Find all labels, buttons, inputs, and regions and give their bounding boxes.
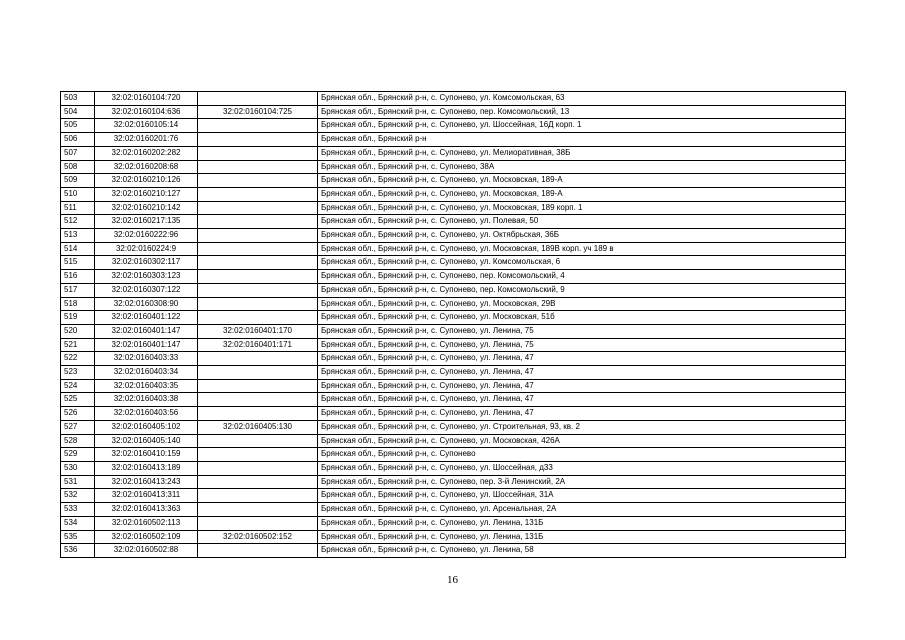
linked-cadastral-number-cell bbox=[198, 366, 318, 380]
address-cell: Брянская обл., Брянский р-н, с. Супонево, 38А bbox=[318, 160, 846, 174]
row-number-cell: 536 bbox=[61, 544, 95, 558]
row-number-cell: 523 bbox=[61, 366, 95, 380]
row-number-cell: 534 bbox=[61, 516, 95, 530]
cadastral-number-cell: 32:02:0160403:56 bbox=[95, 407, 198, 421]
row-number-cell: 504 bbox=[61, 105, 95, 119]
address-cell: Брянская обл., Брянский р-н bbox=[318, 133, 846, 147]
cadastral-number-cell: 32:02:0160403:34 bbox=[95, 366, 198, 380]
address-cell: Брянская обл., Брянский р-н, с. Супонево, ул. Строительная, 93, кв. 2 bbox=[318, 420, 846, 434]
address-cell: Брянская обл., Брянский р-н, с. Супонево, ул. Московская, 29В bbox=[318, 297, 846, 311]
table-row bbox=[61, 489, 846, 503]
cadastral-number-cell: 32:02:0160401:147 bbox=[95, 338, 198, 352]
row-number-cell: 513 bbox=[61, 229, 95, 243]
table-row bbox=[61, 311, 846, 325]
linked-cadastral-number-cell bbox=[198, 174, 318, 188]
cadastral-number-cell: 32:02:0160308:90 bbox=[95, 297, 198, 311]
linked-cadastral-number-cell bbox=[198, 92, 318, 106]
table-row bbox=[61, 133, 846, 147]
cadastral-number-cell: 32:02:0160401:147 bbox=[95, 324, 198, 338]
row-number-cell: 519 bbox=[61, 311, 95, 325]
table-row bbox=[61, 366, 846, 380]
address-cell: Брянская обл., Брянский р-н, с. Супонево, ул. Ленина, 58 bbox=[318, 544, 846, 558]
table-row bbox=[61, 242, 846, 256]
table-row bbox=[61, 530, 846, 544]
address-cell: Брянская обл., Брянский р-н, с. Супонево bbox=[318, 448, 846, 462]
address-cell: Брянская обл., Брянский р-н, с. Супонево, пер. Комсомольский, 9 bbox=[318, 283, 846, 297]
cadastral-number-cell: 32:02:0160224:9 bbox=[95, 242, 198, 256]
cadastral-number-cell: 32:02:0160405:102 bbox=[95, 420, 198, 434]
linked-cadastral-number-cell: 32:02:0160104:725 bbox=[198, 105, 318, 119]
linked-cadastral-number-cell bbox=[198, 297, 318, 311]
cadastral-number-cell: 32:02:0160201:76 bbox=[95, 133, 198, 147]
row-number-cell: 509 bbox=[61, 174, 95, 188]
address-cell: Брянская обл., Брянский р-н, с. Супонево, ул. Ленина, 131Б bbox=[318, 530, 846, 544]
row-number-cell: 535 bbox=[61, 530, 95, 544]
row-number-cell: 518 bbox=[61, 297, 95, 311]
row-number-cell: 506 bbox=[61, 133, 95, 147]
address-cell: Брянская обл., Брянский р-н, с. Супонево, ул. Октябрьская, 36Б bbox=[318, 229, 846, 243]
table-row bbox=[61, 475, 846, 489]
table-row bbox=[61, 379, 846, 393]
address-cell: Брянская обл., Брянский р-н, с. Супонево, ул. Московская, 189 корп. 1 bbox=[318, 201, 846, 215]
table-row bbox=[61, 516, 846, 530]
row-number-cell: 507 bbox=[61, 146, 95, 160]
linked-cadastral-number-cell bbox=[198, 544, 318, 558]
table-row bbox=[61, 324, 846, 338]
cadastral-number-cell: 32:02:0160502:88 bbox=[95, 544, 198, 558]
table-row bbox=[61, 160, 846, 174]
cadastral-number-cell: 32:02:0160410:159 bbox=[95, 448, 198, 462]
cadastral-number-cell: 32:02:0160403:35 bbox=[95, 379, 198, 393]
cadastral-number-cell: 32:02:0160405:140 bbox=[95, 434, 198, 448]
address-cell: Брянская обл., Брянский р-н, с. Супонево, ул. Комсомольская, 6 bbox=[318, 256, 846, 270]
page-number: 16 bbox=[447, 574, 458, 586]
table-row bbox=[61, 146, 846, 160]
address-cell: Брянская обл., Брянский р-н, с. Супонево, ул. Московская, 51б bbox=[318, 311, 846, 325]
linked-cadastral-number-cell bbox=[198, 215, 318, 229]
row-number-cell: 525 bbox=[61, 393, 95, 407]
row-number-cell: 529 bbox=[61, 448, 95, 462]
table-row bbox=[61, 283, 846, 297]
cadastral-number-cell: 32:02:0160210:126 bbox=[95, 174, 198, 188]
table-row bbox=[61, 215, 846, 229]
cadastral-number-cell: 32:02:0160403:38 bbox=[95, 393, 198, 407]
row-number-cell: 522 bbox=[61, 352, 95, 366]
address-cell: Брянская обл., Брянский р-н, с. Супонево, ул. Полевая, 50 bbox=[318, 215, 846, 229]
cadastral-number-cell: 32:02:0160413:189 bbox=[95, 461, 198, 475]
row-number-cell: 512 bbox=[61, 215, 95, 229]
cadastral-number-cell: 32:02:0160222:96 bbox=[95, 229, 198, 243]
linked-cadastral-number-cell: 32:02:0160405:130 bbox=[198, 420, 318, 434]
linked-cadastral-number-cell bbox=[198, 461, 318, 475]
address-cell: Брянская обл., Брянский р-н, с. Супонево, ул. Ленина, 47 bbox=[318, 352, 846, 366]
cadastral-table bbox=[60, 91, 846, 558]
address-cell: Брянская обл., Брянский р-н, с. Супонево, пер. 3-й Ленинский, 2А bbox=[318, 475, 846, 489]
cadastral-number-cell: 32:02:0160502:113 bbox=[95, 516, 198, 530]
row-number-cell: 510 bbox=[61, 187, 95, 201]
linked-cadastral-number-cell bbox=[198, 379, 318, 393]
cadastral-number-cell: 32:02:0160502:109 bbox=[95, 530, 198, 544]
table-row bbox=[61, 256, 846, 270]
linked-cadastral-number-cell bbox=[198, 516, 318, 530]
row-number-cell: 531 bbox=[61, 475, 95, 489]
linked-cadastral-number-cell bbox=[198, 434, 318, 448]
row-number-cell: 514 bbox=[61, 242, 95, 256]
row-number-cell: 533 bbox=[61, 503, 95, 517]
linked-cadastral-number-cell: 32:02:0160502:152 bbox=[198, 530, 318, 544]
linked-cadastral-number-cell bbox=[198, 229, 318, 243]
linked-cadastral-number-cell bbox=[198, 256, 318, 270]
table-row bbox=[61, 544, 846, 558]
linked-cadastral-number-cell bbox=[198, 270, 318, 284]
table-row bbox=[61, 119, 846, 133]
address-cell: Брянская обл., Брянский р-н, с. Супонево, ул. Ленина, 47 bbox=[318, 393, 846, 407]
row-number-cell: 530 bbox=[61, 461, 95, 475]
address-cell: Брянская обл., Брянский р-н, с. Супонево, ул. Мелиоративная, 38Б bbox=[318, 146, 846, 160]
linked-cadastral-number-cell bbox=[198, 503, 318, 517]
address-cell: Брянская обл., Брянский р-н, с. Супонево, ул. Шоссейная, 16Д корп. 1 bbox=[318, 119, 846, 133]
row-number-cell: 520 bbox=[61, 324, 95, 338]
address-cell: Брянская обл., Брянский р-н, с. Супонево, пер. Комсомольский, 4 bbox=[318, 270, 846, 284]
table-row bbox=[61, 393, 846, 407]
linked-cadastral-number-cell bbox=[198, 133, 318, 147]
row-number-cell: 526 bbox=[61, 407, 95, 421]
cadastral-number-cell: 32:02:0160413:311 bbox=[95, 489, 198, 503]
address-cell: Брянская обл., Брянский р-н, с. Супонево, пер. Комсомольский, 13 bbox=[318, 105, 846, 119]
linked-cadastral-number-cell bbox=[198, 448, 318, 462]
linked-cadastral-number-cell bbox=[198, 283, 318, 297]
row-number-cell: 527 bbox=[61, 420, 95, 434]
table-row bbox=[61, 420, 846, 434]
linked-cadastral-number-cell bbox=[198, 201, 318, 215]
linked-cadastral-number-cell bbox=[198, 311, 318, 325]
table-row bbox=[61, 201, 846, 215]
linked-cadastral-number-cell bbox=[198, 242, 318, 256]
address-cell: Брянская обл., Брянский р-н, с. Супонево, ул. Ленина, 47 bbox=[318, 407, 846, 421]
address-cell: Брянская обл., Брянский р-н, с. Супонево, ул. Комсомольская, 63 bbox=[318, 92, 846, 106]
linked-cadastral-number-cell: 32:02:0160401:171 bbox=[198, 338, 318, 352]
address-cell: Брянская обл., Брянский р-н, с. Супонево, ул. Ленина, 131Б bbox=[318, 516, 846, 530]
table-row bbox=[61, 352, 846, 366]
linked-cadastral-number-cell bbox=[198, 146, 318, 160]
address-cell: Брянская обл., Брянский р-н, с. Супонево, ул. Ленина, 75 bbox=[318, 338, 846, 352]
linked-cadastral-number-cell bbox=[198, 187, 318, 201]
address-cell: Брянская обл., Брянский р-н, с. Супонево, ул. Шоссейная, 31А bbox=[318, 489, 846, 503]
cadastral-number-cell: 32:02:0160104:636 bbox=[95, 105, 198, 119]
table-row bbox=[61, 503, 846, 517]
linked-cadastral-number-cell bbox=[198, 489, 318, 503]
row-number-cell: 532 bbox=[61, 489, 95, 503]
cadastral-number-cell: 32:02:0160202:282 bbox=[95, 146, 198, 160]
address-cell: Брянская обл., Брянский р-н, с. Супонево, ул. Московская, 189-А bbox=[318, 187, 846, 201]
cadastral-number-cell: 32:02:0160217:135 bbox=[95, 215, 198, 229]
linked-cadastral-number-cell bbox=[198, 352, 318, 366]
address-cell: Брянская обл., Брянский р-н, с. Супонево, ул. Шоссейная, д33 bbox=[318, 461, 846, 475]
row-number-cell: 517 bbox=[61, 283, 95, 297]
cadastral-number-cell: 32:02:0160302:117 bbox=[95, 256, 198, 270]
table-row bbox=[61, 461, 846, 475]
table-row bbox=[61, 229, 846, 243]
table-body bbox=[61, 92, 846, 558]
address-cell: Брянская обл., Брянский р-н, с. Супонево, ул. Московская, 189В корп. уч 189 в bbox=[318, 242, 846, 256]
linked-cadastral-number-cell bbox=[198, 393, 318, 407]
address-cell: Брянская обл., Брянский р-н, с. Супонево, ул. Ленина, 75 bbox=[318, 324, 846, 338]
cadastral-number-cell: 32:02:0160307:122 bbox=[95, 283, 198, 297]
address-cell: Брянская обл., Брянский р-н, с. Супонево, ул. Московская, 189-А bbox=[318, 174, 846, 188]
linked-cadastral-number-cell bbox=[198, 407, 318, 421]
cadastral-number-cell: 32:02:0160208:68 bbox=[95, 160, 198, 174]
cadastral-number-cell: 32:02:0160413:243 bbox=[95, 475, 198, 489]
table-row bbox=[61, 187, 846, 201]
address-cell: Брянская обл., Брянский р-н, с. Супонево, ул. Московская, 426А bbox=[318, 434, 846, 448]
linked-cadastral-number-cell bbox=[198, 160, 318, 174]
cadastral-number-cell: 32:02:0160413:363 bbox=[95, 503, 198, 517]
table-row bbox=[61, 448, 846, 462]
cadastral-number-cell: 32:02:0160104:720 bbox=[95, 92, 198, 106]
cadastral-number-cell: 32:02:0160210:142 bbox=[95, 201, 198, 215]
row-number-cell: 521 bbox=[61, 338, 95, 352]
row-number-cell: 511 bbox=[61, 201, 95, 215]
row-number-cell: 515 bbox=[61, 256, 95, 270]
row-number-cell: 516 bbox=[61, 270, 95, 284]
address-cell: Брянская обл., Брянский р-н, с. Супонево, ул. Ленина, 47 bbox=[318, 366, 846, 380]
row-number-cell: 508 bbox=[61, 160, 95, 174]
table-row bbox=[61, 270, 846, 284]
table-row bbox=[61, 407, 846, 421]
table-row bbox=[61, 338, 846, 352]
linked-cadastral-number-cell bbox=[198, 119, 318, 133]
table-row bbox=[61, 174, 846, 188]
table-row bbox=[61, 434, 846, 448]
cadastral-number-cell: 32:02:0160401:122 bbox=[95, 311, 198, 325]
table-row bbox=[61, 297, 846, 311]
table-row bbox=[61, 105, 846, 119]
row-number-cell: 505 bbox=[61, 119, 95, 133]
cadastral-number-cell: 32:02:0160403:33 bbox=[95, 352, 198, 366]
linked-cadastral-number-cell: 32:02:0160401:170 bbox=[198, 324, 318, 338]
address-cell: Брянская обл., Брянский р-н, с. Супонево, ул. Ленина, 47 bbox=[318, 379, 846, 393]
address-cell: Брянская обл., Брянский р-н, с. Супонево, ул. Арсенальная, 2А bbox=[318, 503, 846, 517]
cadastral-number-cell: 32:02:0160210:127 bbox=[95, 187, 198, 201]
table-row bbox=[61, 92, 846, 106]
row-number-cell: 524 bbox=[61, 379, 95, 393]
cadastral-number-cell: 32:02:0160105:14 bbox=[95, 119, 198, 133]
row-number-cell: 503 bbox=[61, 92, 95, 106]
row-number-cell: 528 bbox=[61, 434, 95, 448]
cadastral-number-cell: 32:02:0160303:123 bbox=[95, 270, 198, 284]
linked-cadastral-number-cell bbox=[198, 475, 318, 489]
